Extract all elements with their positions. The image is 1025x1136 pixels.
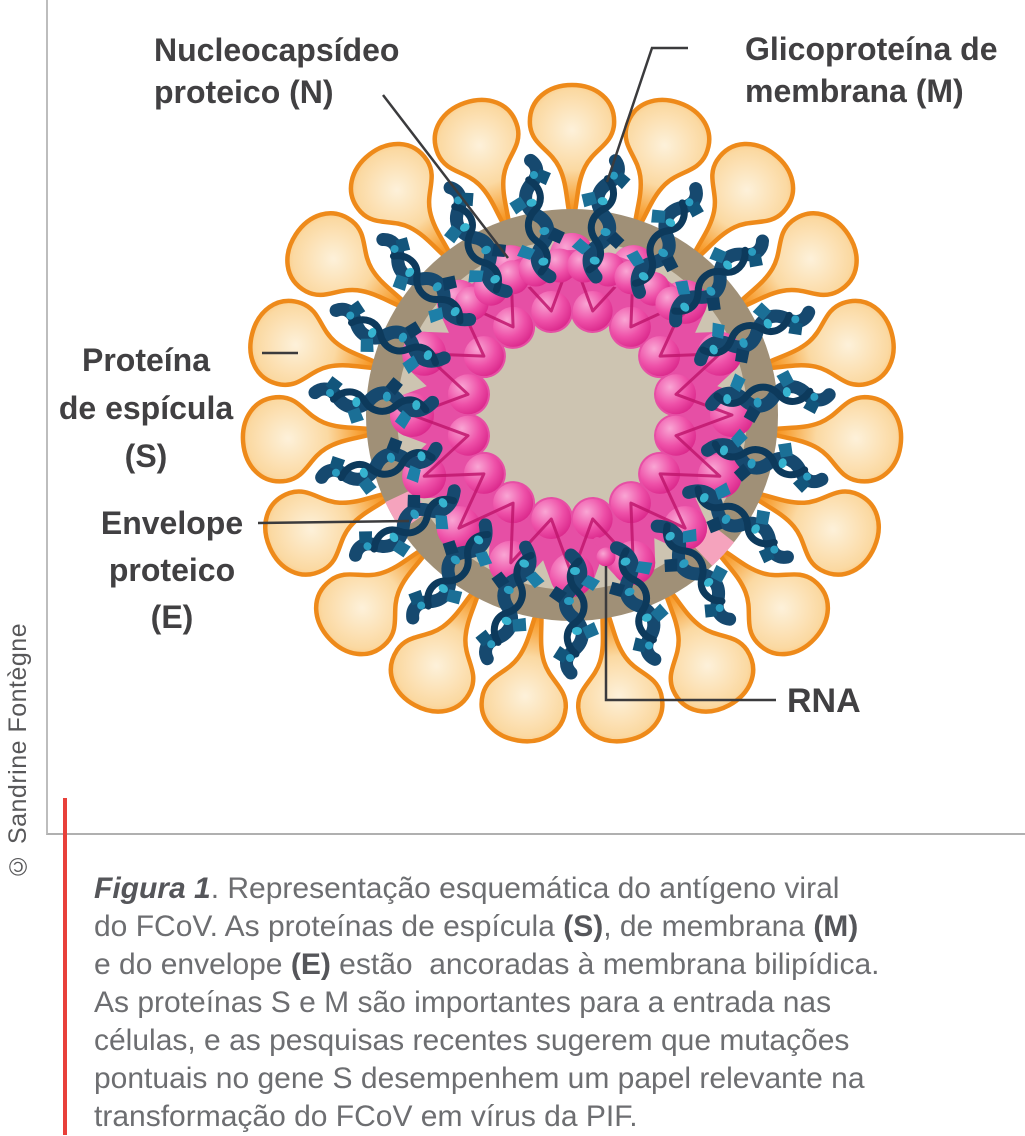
caption-line-5: células, e as pesquisas recentes sugerem que mutações <box>94 1024 850 1057</box>
caption-line-1: Figura 1. Representação esquemática do antígeno viral <box>94 872 840 905</box>
red-rule <box>63 798 67 1135</box>
label-spike-protein-line3: (S) <box>124 438 168 474</box>
caption-line-7: transformação do FCoV em vírus da PIF. <box>94 1100 638 1133</box>
label-nucleocapsid-line2: proteico (N) <box>154 74 334 110</box>
caption-line-2: do FCoV. As proteínas de espícula (S), de membrana (M) <box>94 910 859 943</box>
label-spike-protein-line1: Proteína <box>81 342 211 378</box>
label-envelope-protein-line3: (E) <box>150 599 194 635</box>
label-nucleocapsid <box>154 29 399 113</box>
label-spike-protein <box>46 336 246 480</box>
label-membrane-glycoprotein <box>745 28 997 112</box>
figure-caption <box>94 870 974 1136</box>
credit-text: © Sandrine Fontègne <box>4 622 32 880</box>
label-nucleocapsid-line1: Nucleocapsídeo <box>154 32 400 68</box>
label-envelope-protein-line1: Envelope <box>100 505 244 541</box>
label-spike-protein-line2: de espícula <box>58 390 234 426</box>
caption-line-3: e do envelope (E) estão ancoradas à membrana bilipídica. <box>94 948 880 981</box>
label-envelope-protein <box>72 500 272 641</box>
label-membrane-glycoprotein-line1: Glicoproteína de <box>745 31 998 67</box>
label-envelope-protein-line2: proteico <box>108 552 236 588</box>
label-membrane-glycoprotein-line2: membrana (M) <box>745 73 964 109</box>
caption-line-4: As proteínas S e M são importantes para a entrada nas <box>94 986 832 1019</box>
label-rna: RNA <box>787 682 861 720</box>
caption-figure-number: Figura 1 <box>94 872 211 905</box>
caption-line-6: pontuais no gene S desempenhem um papel relevante na <box>94 1062 865 1095</box>
